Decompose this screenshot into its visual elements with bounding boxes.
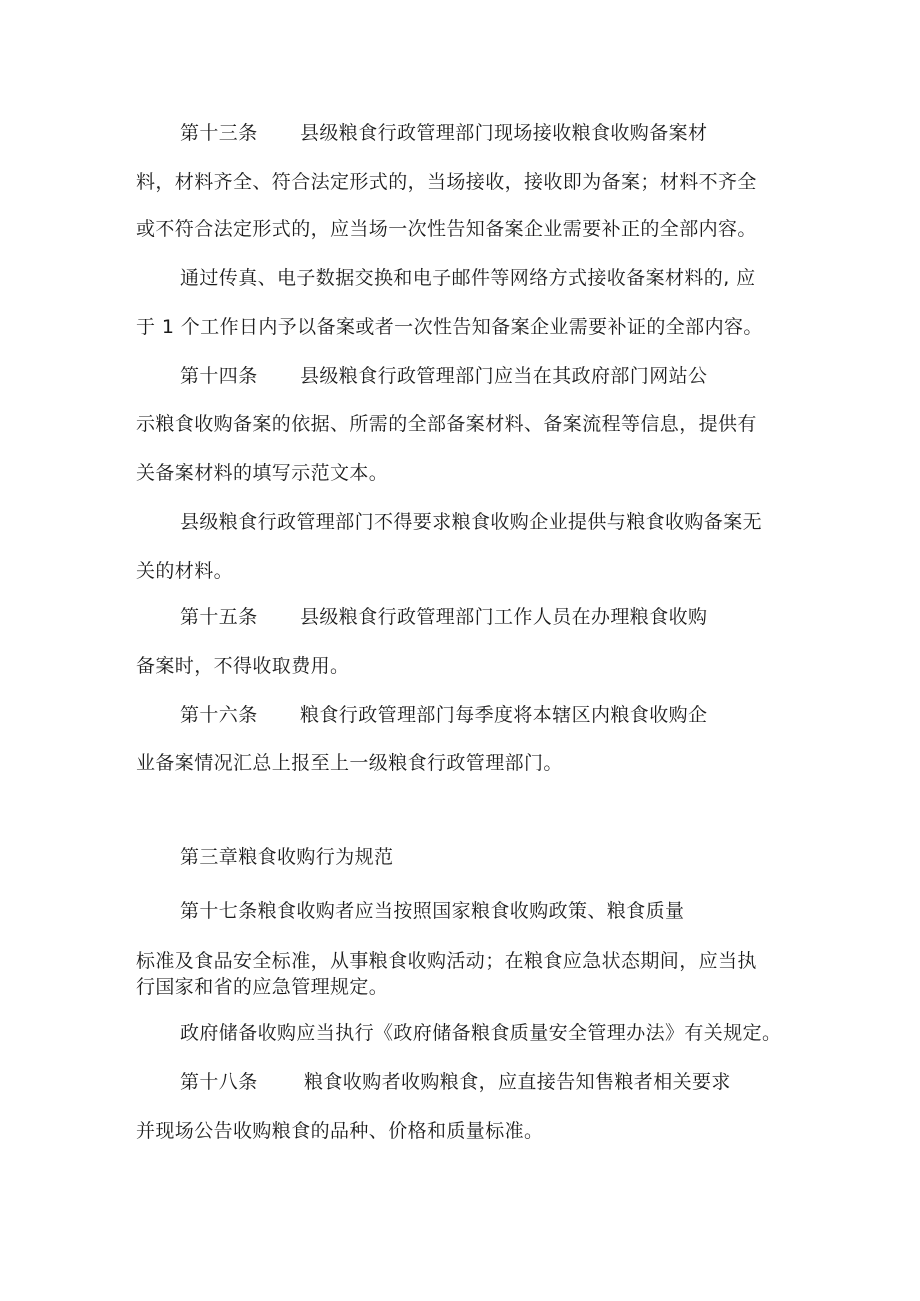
article-14-text-1: 县级粮食行政管理部门应当在其政府部门网站公 [300, 365, 708, 387]
article-16-line-1 [180, 706, 707, 725]
article-13-line-1 [180, 124, 707, 143]
article-14-line-1 [180, 367, 707, 386]
article-16-label: 第十六条 [180, 704, 258, 726]
article-17-line-3: 行国家和省的应急管理规定。 [136, 976, 389, 998]
article-14-para2-line-1: 县级粮食行政管理部门不得要求粮食收购企业提供与粮食收购备案无 [180, 511, 763, 533]
article-17-line-2: 标准及食品安全标准，从事粮食收购活动；在粮食应急状态期间，应当执 [136, 950, 757, 972]
chapter-3-title: 第三章粮食收购行为规范 [180, 846, 394, 868]
article-14-para2-line-2: 关的材料。 [136, 560, 234, 582]
article-17-line-1: 第十七条粮食收购者应当按照国家粮食收购政策、粮食质量 [180, 900, 685, 922]
article-18-text-1: 粮食收购者收购粮食，应直接告知售粮者相关要求 [304, 1071, 731, 1093]
article-13-line-3: 或不符合法定形式的，应当场一次性告知备案企业需要补正的全部内容。 [136, 218, 757, 240]
article-16-text-1: 粮食行政管理部门每季度将本辖区内粮食收购企 [300, 704, 708, 726]
article-14-line-3: 关备案材料的填写示范文本。 [136, 462, 389, 484]
article-16-line-2: 业备案情况汇总上报至上一级粮食行政管理部门。 [136, 752, 563, 774]
article-13-label: 第十三条 [180, 122, 258, 144]
article-13-text-1: 县级粮食行政管理部门现场接收粮食收购备案材 [300, 122, 708, 144]
article-14-label: 第十四条 [180, 365, 258, 387]
article-17-para2-line-1: 政府储备收购应当执行《政府储备粮食质量安全管理办法》有关规定。 [180, 1022, 782, 1044]
article-18-line-1 [180, 1073, 731, 1092]
article-15-label: 第十五条 [180, 606, 258, 628]
article-14-line-2: 示粮食收购备案的依据、所需的全部备案材料、备案流程等信息，提供有 [136, 413, 757, 435]
article-15-line-2: 备案时，不得收取费用。 [136, 655, 350, 677]
article-18-line-2: 并现场公告收购粮食的品种、价格和质量标准。 [136, 1120, 544, 1142]
article-13-line-2: 料，材料齐全、符合法定形式的，当场接收，接收即为备案；材料不齐全 [136, 171, 757, 193]
article-15-line-1 [180, 608, 707, 627]
article-13-para2-line-2: 于 1 个工作日内予以备案或者一次性告知备案企业需要补证的全部内容。 [136, 316, 763, 338]
article-15-text-1: 县级粮食行政管理部门工作人员在办理粮食收购 [300, 606, 708, 628]
article-18-label: 第十八条 [180, 1071, 258, 1093]
article-13-para2-line-1: 通过传真、电子数据交换和电子邮件等网络方式接收备案材料的, 应 [180, 267, 756, 289]
